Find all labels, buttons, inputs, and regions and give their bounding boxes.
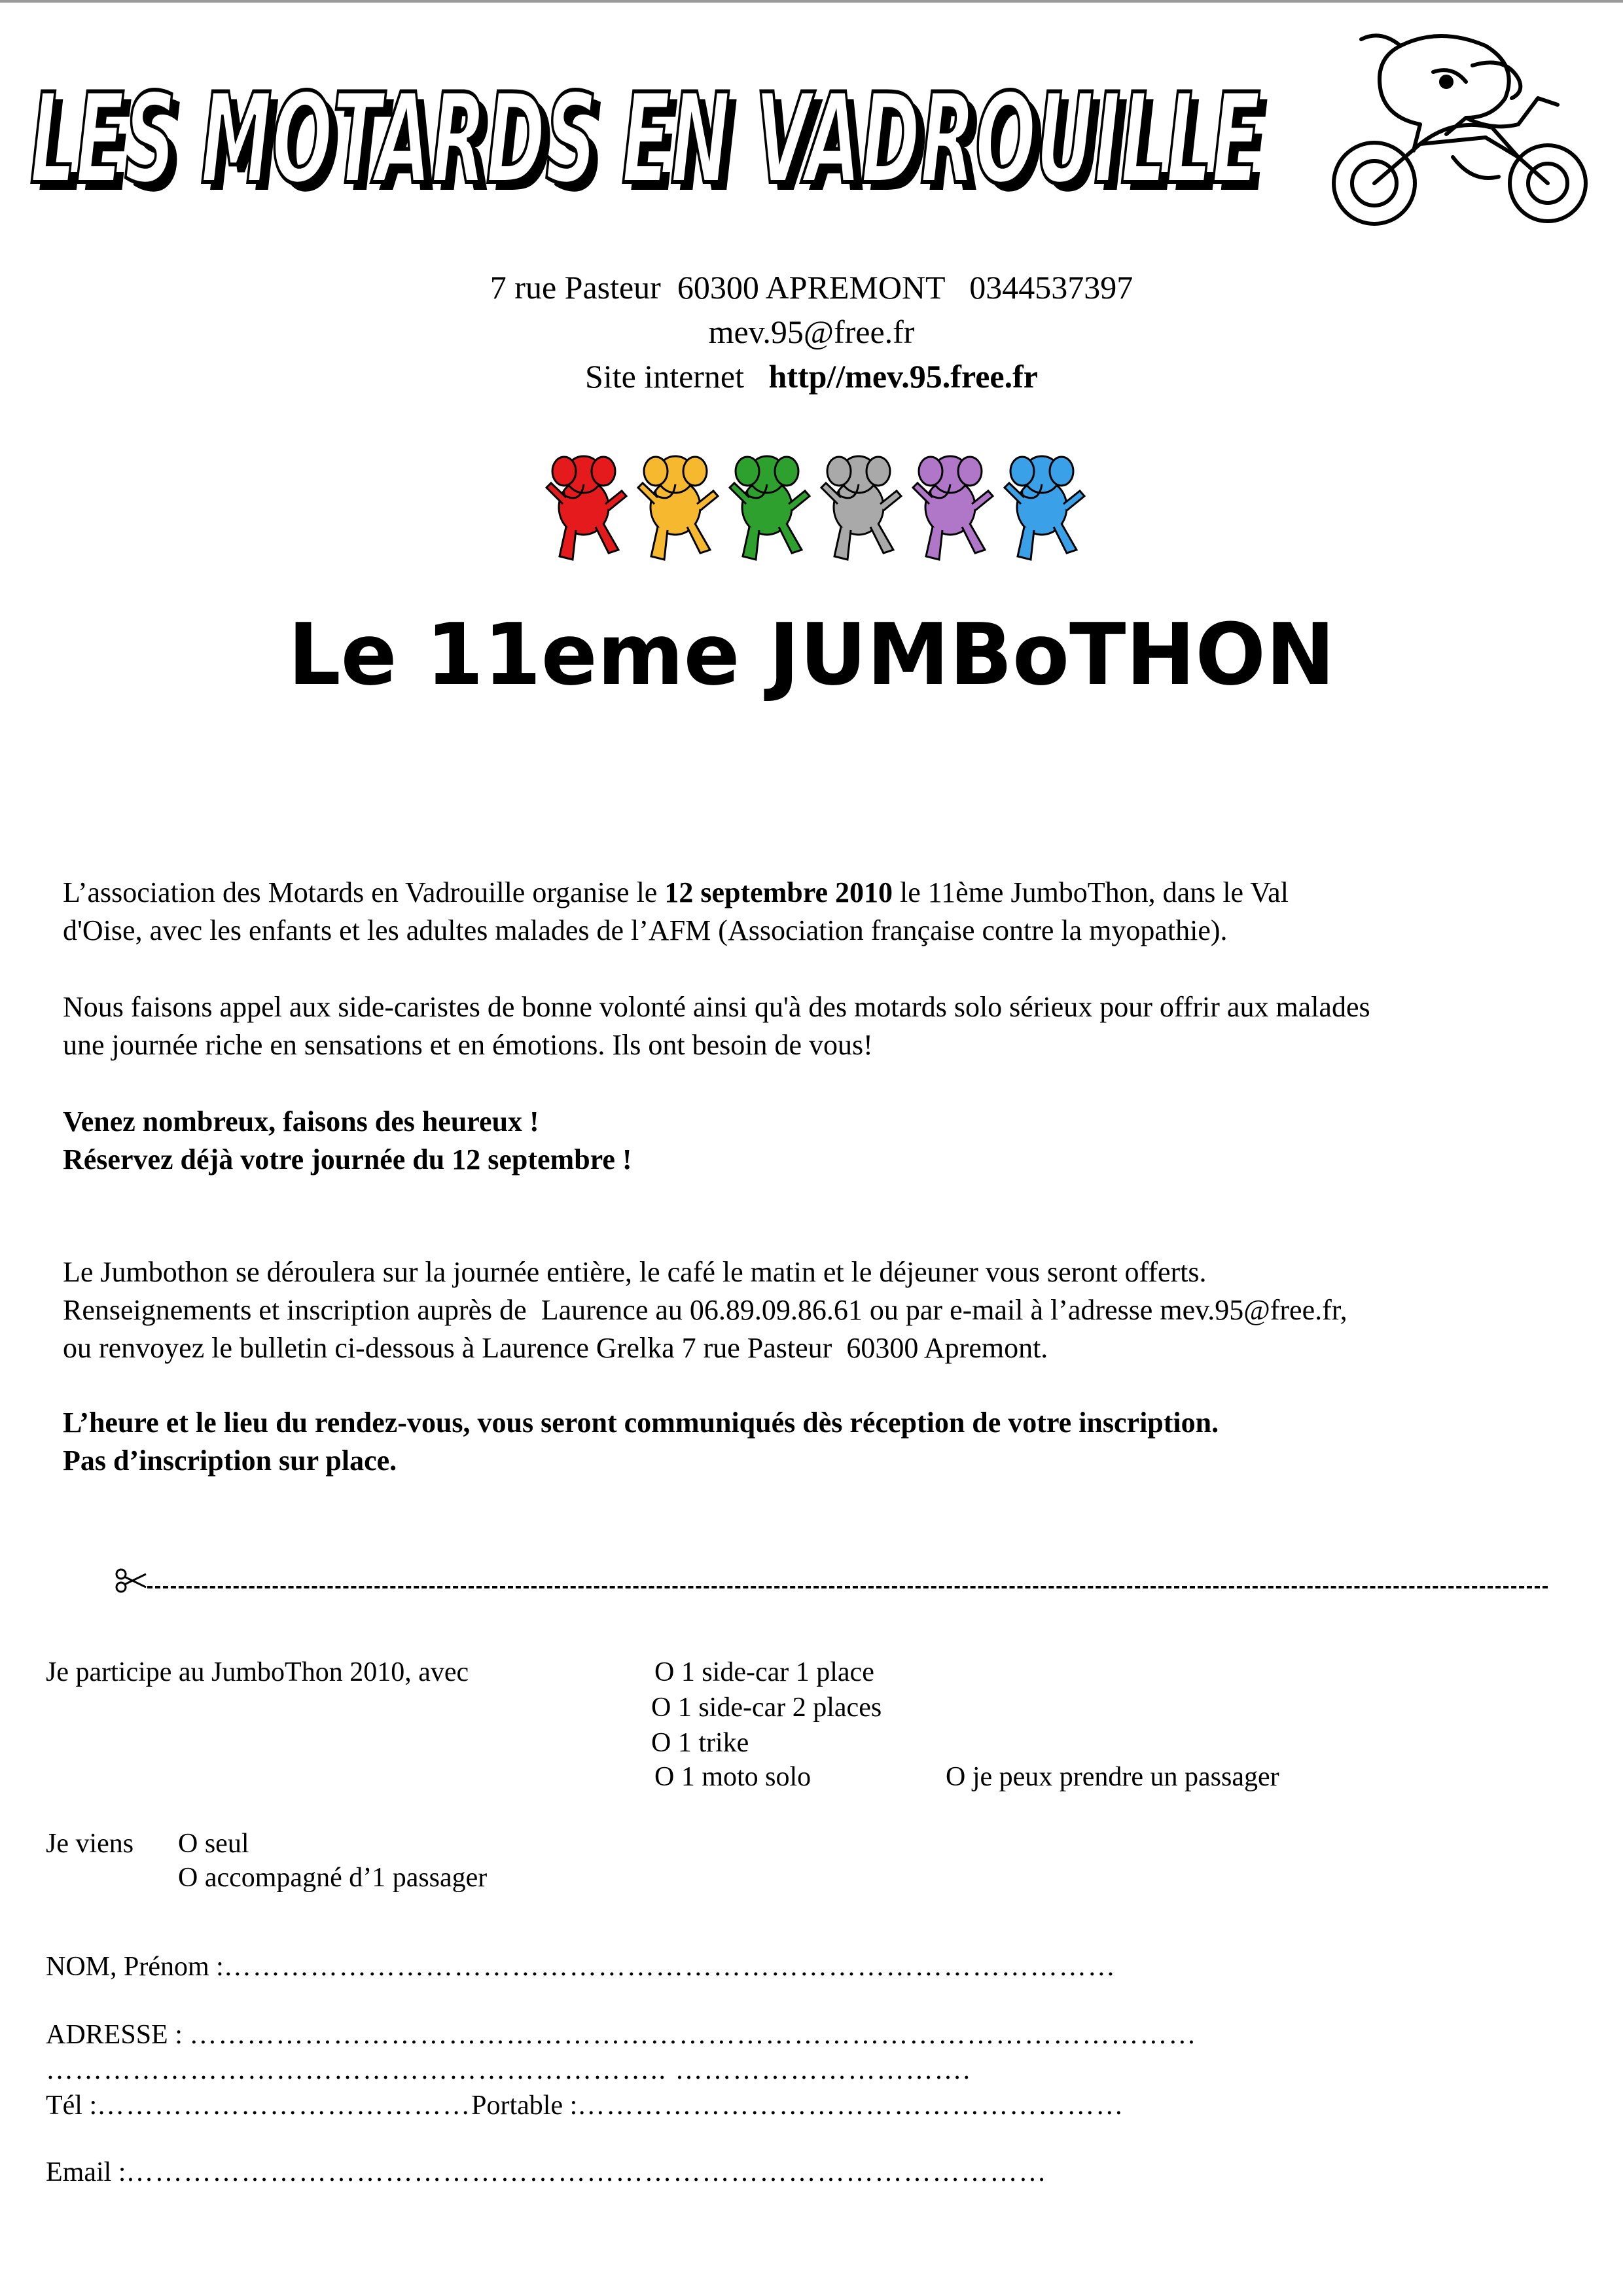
- appeal-text-a: Nous faisons appel aux side-caristes de bonne volonté ainsi qu'à des motards solo sérieux pour offrir aux malades: [63, 991, 1370, 1023]
- email-field[interactable]: [46, 2155, 1047, 2190]
- appeal-text-b: une journée riche en sensations et en émotions. Ils ont besoin de vous!: [63, 1029, 873, 1061]
- email-line: mev.95@free.fr: [708, 314, 915, 350]
- elephant-biker-logo: [1322, 20, 1597, 236]
- notice-text-b: Pas d’inscription sur place.: [63, 1444, 397, 1477]
- info-text-a: Le Jumbothon se déroulera sur la journée entière, le café le matin et le déjeuner vous seront offerts.: [63, 1256, 1207, 1288]
- event-title-text: Le 11eme JUMBoTHON: [288, 605, 1335, 704]
- cta-line-b: Réservez déjà votre journée du 12 septembre !: [63, 1143, 632, 1175]
- nom-dots: …………………………………………………………………………………: [223, 1952, 1116, 1982]
- tel-dots: …………………………………: [97, 2090, 472, 2121]
- tel-field[interactable]: [46, 2088, 1124, 2123]
- elephant-figure: [913, 456, 993, 560]
- adresse-field-line2[interactable]: [46, 2053, 971, 2088]
- intro-text-c: d'Oise, avec les enfants et les adultes malades de l’AFM (Association française contre la myopathie).: [63, 914, 1228, 946]
- elephant-figure: [730, 456, 810, 560]
- elephant-figure: [821, 456, 901, 560]
- cut-line: [115, 1568, 1548, 1594]
- intro-text-a: L’association des Motards en Vadrouille organise le: [63, 876, 665, 908]
- notice-paragraph: [63, 1404, 1568, 1480]
- adresse-label: ADRESSE :: [46, 2020, 190, 2050]
- viens-option-seul[interactable]: O seul: [178, 1829, 249, 1859]
- tel-label: Tél :: [46, 2090, 98, 2121]
- elephant-figure: [546, 456, 626, 560]
- dancing-elephants-illustration: [537, 445, 1093, 576]
- vehicle-option-moto-solo[interactable]: O 1 moto solo: [654, 1762, 812, 1792]
- info-text-b: Renseignements et inscription auprès de Laurence au 06.89.09.86.61 ou par e-mail à l’adresse mev.95@free.fr,: [63, 1294, 1347, 1326]
- portable-dots: …………………………………………………: [577, 2090, 1125, 2121]
- club-title: LES MOTARDS EN VADROUILLE: [30, 67, 1260, 211]
- intro-paragraph: [63, 874, 1568, 950]
- vehicle-option-sidecar-2[interactable]: O 1 side-car 2 places: [651, 1693, 882, 1723]
- viens-label: Je viens: [46, 1829, 134, 1859]
- event-date: 12 septembre 2010: [664, 876, 893, 908]
- site-url: http//mev.95.free.fr: [768, 358, 1038, 395]
- adresse-dots-2: ……………………………………………………….. ………………………….: [46, 2055, 971, 2085]
- contact-block: [0, 265, 1623, 399]
- site-label: Site internet: [585, 358, 745, 395]
- cta-line-a: Venez nombreux, faisons des heureux !: [63, 1105, 539, 1138]
- adresse-dots: ……………………………………………………………………………………………: [189, 2020, 1198, 2050]
- dashed-separator: [147, 1586, 1548, 1588]
- club-title-shadow: LES MOTARDS EN VADROUILLE: [38, 75, 1268, 219]
- participate-label: Je participe au JumboThon 2010, avec: [46, 1657, 469, 1687]
- email-dots: ……………………………………………………………………………………: [126, 2157, 1048, 2187]
- info-paragraph: [63, 1253, 1568, 1367]
- nom-field[interactable]: [46, 1949, 1116, 1984]
- notice-text-a: L’heure et le lieu du rendez-vous, vous seront communiqués dès réception de votre inscription.: [63, 1407, 1219, 1439]
- address-line: 7 rue Pasteur 60300 APREMONT 0344537397: [490, 269, 1133, 306]
- call-to-action: [63, 1103, 1568, 1179]
- scissors-icon: [115, 1568, 147, 1594]
- elephant-figure: [1005, 456, 1084, 560]
- event-title: [288, 602, 1335, 707]
- intro-text-b: le 11ème JumboThon, dans le Val: [893, 876, 1289, 908]
- info-text-c: ou renvoyez le bulletin ci-dessous à Laurence Grelka 7 rue Pasteur 60300 Apremont.: [63, 1332, 1048, 1364]
- elephant-figure: [638, 456, 718, 560]
- adresse-field[interactable]: [46, 2017, 1197, 2053]
- passenger-option[interactable]: O je peux prendre un passager: [946, 1762, 1279, 1792]
- email-label: Email :: [46, 2157, 126, 2187]
- appeal-paragraph: [63, 988, 1568, 1064]
- portable-label: Portable :: [471, 2090, 578, 2121]
- vehicle-option-sidecar-1[interactable]: O 1 side-car 1 place: [654, 1657, 874, 1687]
- top-border: [0, 0, 1623, 3]
- vehicle-option-trike[interactable]: O 1 trike: [651, 1728, 749, 1758]
- site-line: [0, 354, 1623, 399]
- nom-label: NOM, Prénom :: [46, 1952, 224, 1982]
- club-banner: [26, 52, 1283, 223]
- viens-option-accompagne[interactable]: O accompagné d’1 passager: [178, 1863, 488, 1893]
